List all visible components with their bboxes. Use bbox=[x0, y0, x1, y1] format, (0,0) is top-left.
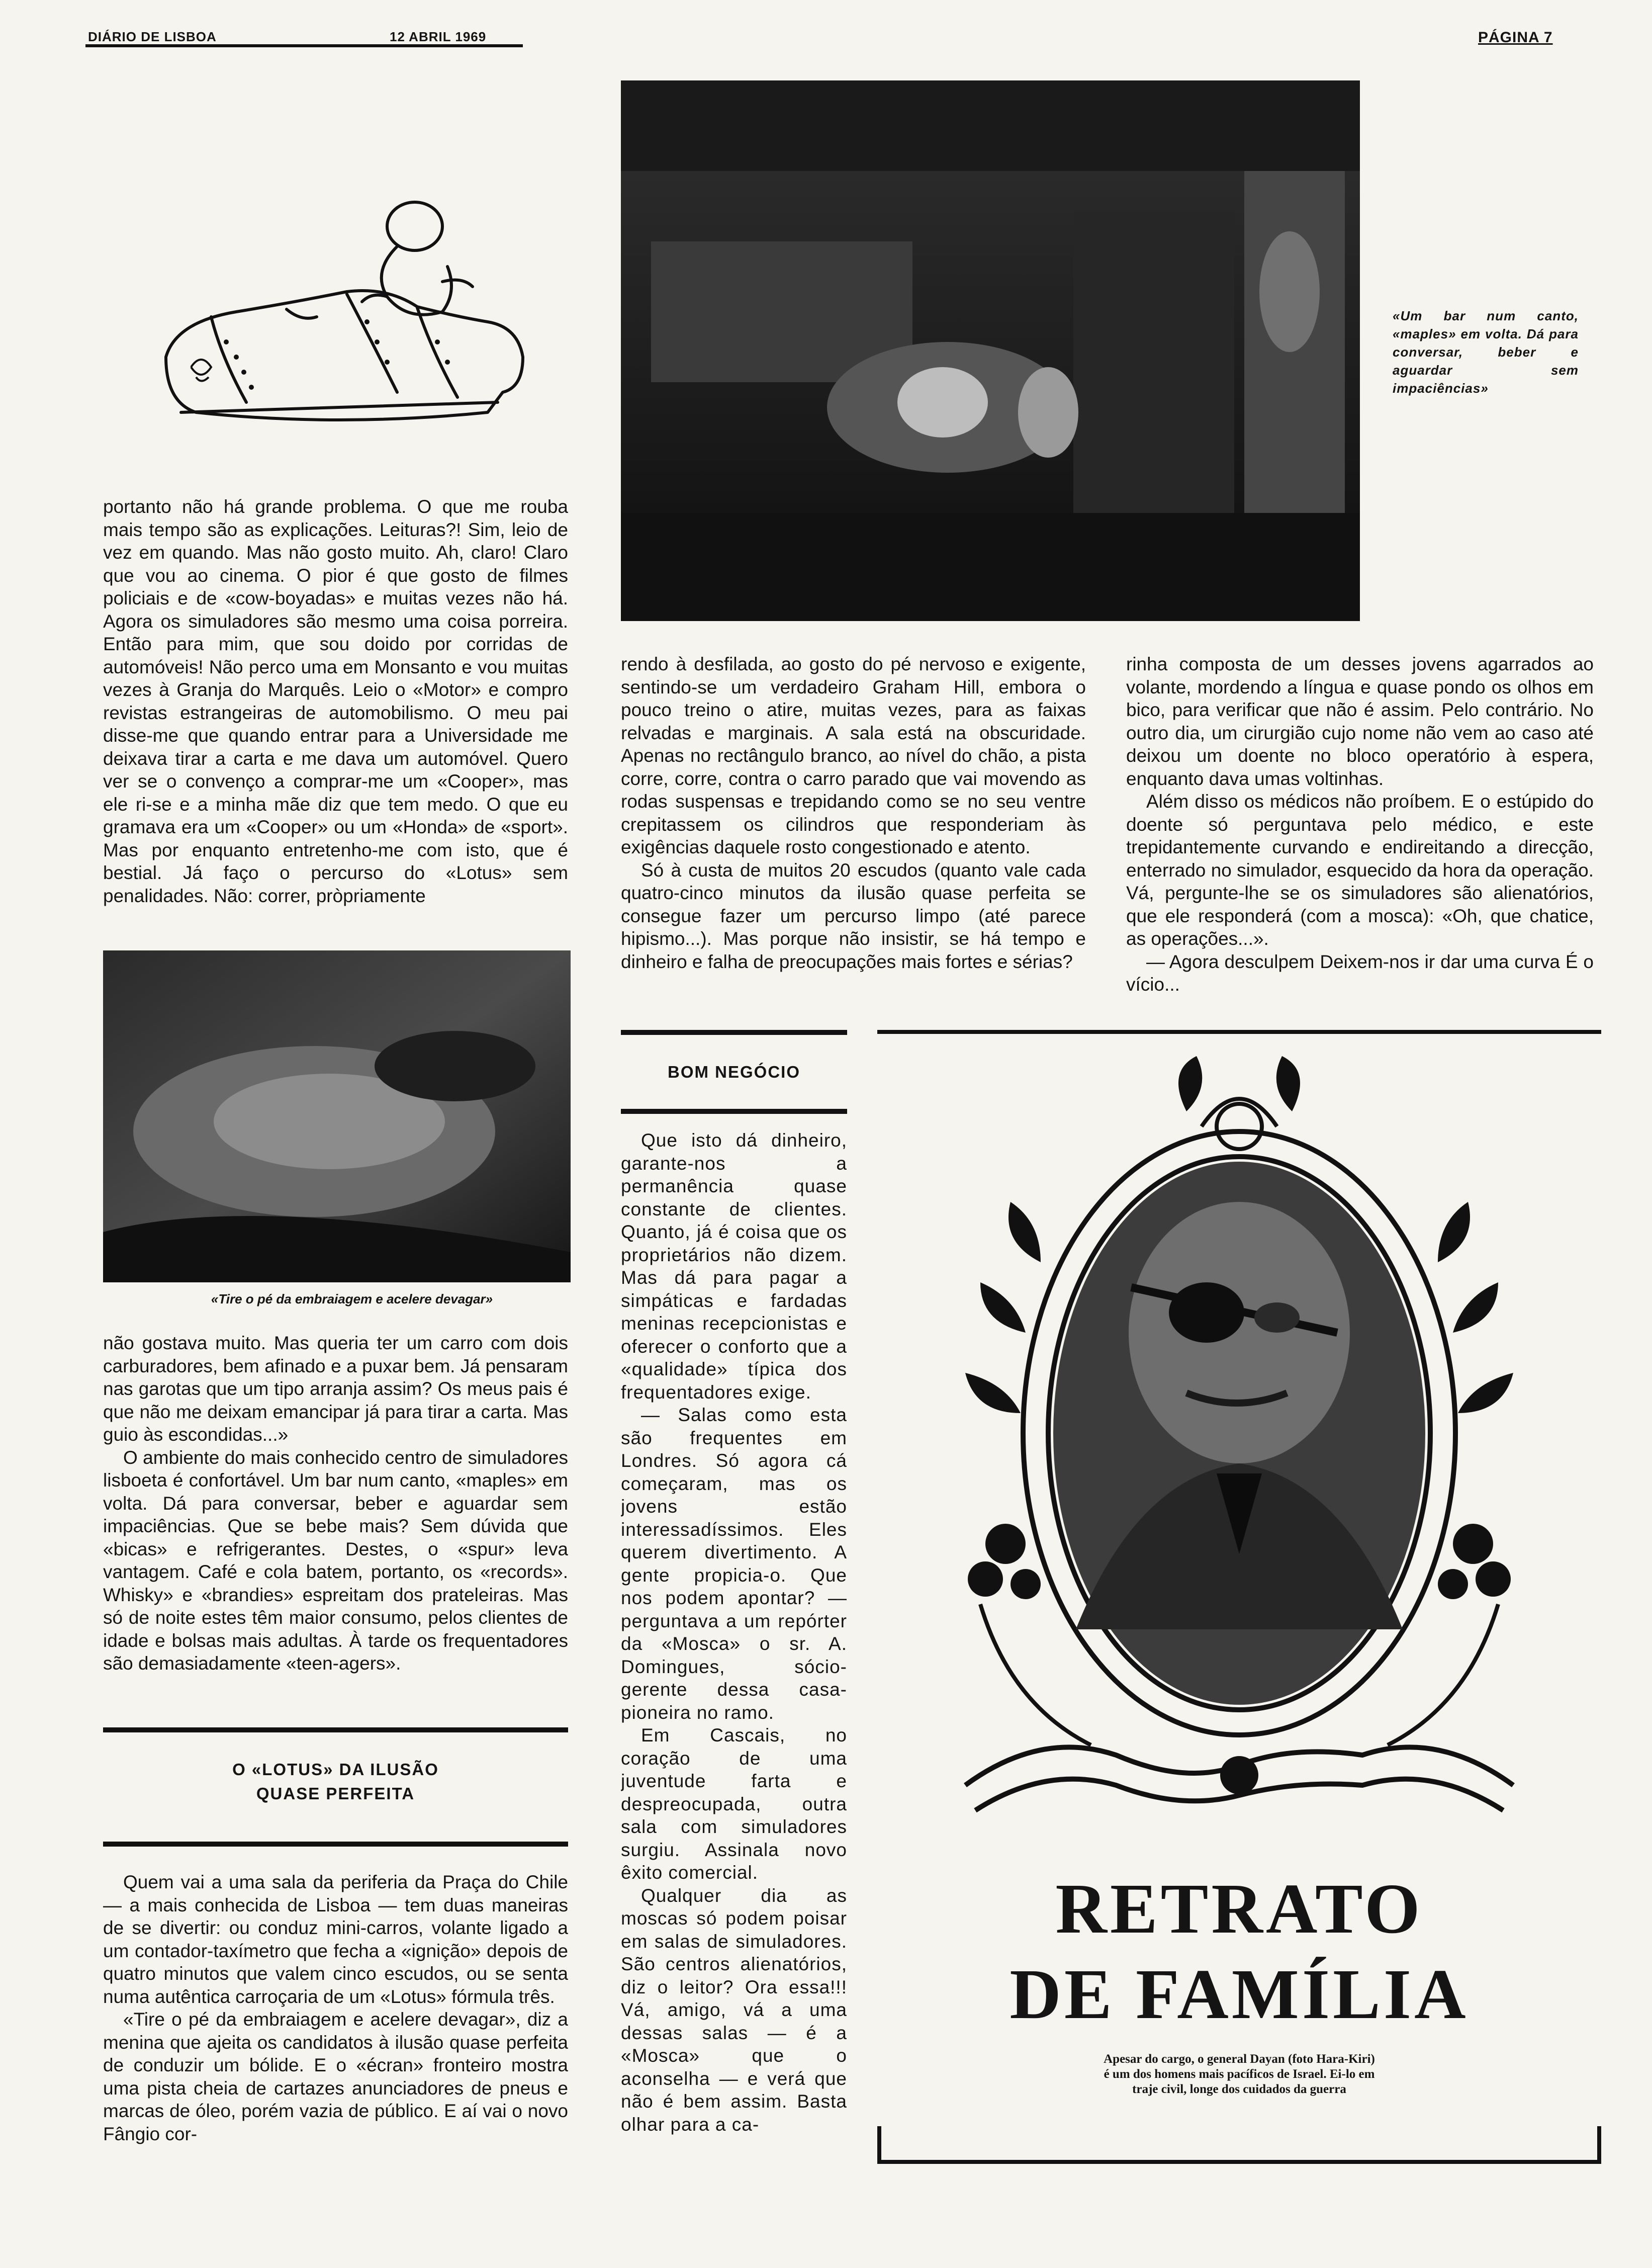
article-paragraph: Em Cascais, no coração de uma juventude farta e despreocupada, outra sala com simuladores surgiu. Assinala novo êxito comercial. bbox=[621, 1725, 847, 1883]
section-rule-top bbox=[103, 1727, 568, 1732]
portrait-title-line1: RETRATO bbox=[1055, 1869, 1423, 1948]
article-column-3 bbox=[1126, 653, 1594, 1000]
article-paragraph: «Tire o pé da embraiagem e acelere devagar», diz a menina que ajeita os candidatos à ilusão quase perfeita de conduzir um bólide. E o «écran» fronteiro mostra uma pista cheia de cartazes anunciadores de pneus e marcas de óleo, porém vazia de público. E aí vai o novo Fângio cor- bbox=[103, 2009, 568, 2144]
section-rule-bottom bbox=[621, 1109, 847, 1114]
portrait-title-line2: DE FAMÍLIA bbox=[1009, 1954, 1469, 2034]
article-paragraph: rinha composta de um desses jovens agarrados ao volante, mordendo a língua e quase pondo os olhos em bico, para verificar que não é assim. Pelo contrário. No outro dia, um cirurgião cujo nome não vem ao caso até deixou um doente no bloco operatório à espera, enquanto dava umas voltinhas. bbox=[1126, 654, 1594, 789]
article-paragraph: Só à custa de muitos 20 escudos (quanto vale cada quatro-cinco minutos da ilusão quase perfeita se consegue fazer um percurso limpo (até parece hipismo...). Mas porque não insistir, se há tempo e dinheiro e falha de preocupações mais fortes e sérias? bbox=[621, 859, 1086, 972]
article-paragraph: O ambiente do mais conhecido centro de simuladores lisboeta é confortável. Um bar num canto, «maples» em volta. Dá para conversar, beber e aguardar sem impaciências. Que se bebe mais? Sem dúvida que «bicas» e refrigerantes. Destes, o «spur» leva vantagem. Café e cola batem, portanto, os «records». Whisky» e «brandies» espreitam dos prateleiras. Mas só de noite estes têm maior consumo, pelos clientes de idade e bolsas mais adultas. À tarde os frequentadores são demasiadamente «teen-agers». bbox=[103, 1447, 568, 1674]
portrait-box-rule-top bbox=[877, 1030, 1601, 1034]
portrait-caption-line: Apesar do cargo, o general Dayan (foto Hara-Kiri) bbox=[1104, 2052, 1375, 2066]
section-title-line: QUASE PERFEITA bbox=[256, 1784, 415, 1803]
article-paragraph: — Salas como esta são frequentes em Londres. Só agora cá começaram, mas os jovens estão interessadíssimos. Eles querem divertimento. A gente propicia-o. Que nos podem apontar? — perguntava a um repórter da «Mosca» o sr. A. Domingues, sócio-gerente dessa casa-pioneira no ramo. bbox=[621, 1405, 847, 1723]
masthead-rule bbox=[85, 44, 523, 47]
portrait-box-rule-left bbox=[877, 2126, 881, 2164]
portrait-illustration bbox=[905, 1051, 1574, 1856]
portrait-box-rule-right bbox=[1597, 2126, 1601, 2164]
article-paragraph: rendo à desfilada, ao gosto do pé nervoso e exigente, sentindo-se um verdadeiro Graham Hill, embora o pouco treino o atire, muitas vezes, para as faixas relvadas e marginais. A sala está na obscuridade. Apenas no rectângulo branco, ao nível do chão, a pista corre, corre, contra o carro parado que vai movendo as rodas suspensas e trepidando como se no seu ventre crepitassem os cilindros que responderiam às exigências daquele rosto congestionado e atento. bbox=[621, 654, 1086, 857]
article-section-bom-negocio bbox=[621, 1129, 847, 2162]
article-section-lotus bbox=[103, 1871, 568, 2162]
photo-bar bbox=[621, 80, 1360, 621]
masthead-newspaper: DIÁRIO DE LISBOA bbox=[88, 29, 217, 44]
photo-simulator-caption: «Tire o pé da embraiagem e acelere devagar» bbox=[211, 1291, 493, 1306]
portrait-illustration-frame bbox=[905, 1051, 1574, 1856]
portrait-caption bbox=[955, 2052, 1523, 2097]
section-title-lotus bbox=[103, 1758, 568, 1806]
portrait-caption-line: é um dos homens mais pacíficos de Israel. Ei-lo em bbox=[1104, 2067, 1375, 2081]
portrait-box-rule-bottom bbox=[877, 2160, 1601, 2164]
article-paragraph: Qualquer dia as moscas só podem poisar em salas de simuladores. São centros alienatórios, diz o leitor? Ora essa!!! Vá, amigo, vá a uma dessas salas — é a «Mosca» que o aconselha — e verá que não é bem assim. Basta olhar para a ca- bbox=[621, 1885, 847, 2135]
photo-bar-image bbox=[621, 80, 1360, 621]
article-paragraph: Além disso os médicos não proíbem. E o estúpido do doente só perguntava pelo médico, e este trepidantemente curvando e endireitando a direcção, enterrado no simulador, esquecido da hora da operação. Vá, pergunte-lhe se os simuladores são alienatórios, que ele responderá (com a mosca): «Oh, que chatice, as operações...». bbox=[1126, 791, 1594, 949]
article-paragraph: não gostava muito. Mas queria ter um carro com dois carburadores, bem afinado e a puxar bem. Já pensaram nas garotas que um tipo arranja assim? Os meus pais é que não me deixam emancipar já para tirar a carta. Mas guio às escondidas...» bbox=[103, 1333, 568, 1445]
section-title-bom-negocio: BOM NEGÓCIO bbox=[667, 1063, 800, 1081]
article-column-1-bottom bbox=[103, 1332, 568, 1704]
masthead-date: 12 ABRIL 1969 bbox=[390, 29, 487, 44]
article-paragraph: portanto não há grande problema. O que me rouba mais tempo são as explicações. Leituras?! Sim, leio de vez em quando. Mas não gosto muito. Ah, claro! Claro que vou ao cinema. O pior é que gosto de filmes policiais e de «cow-boyadas» e muitas vezes não há. Agora os simuladores são mesmo uma coisa porreira. Então para mim, que sou doido por corridas de automóveis! Não perco uma em Monsanto e vou muitas vezes à Granja do Marquês. Leio o «Motor» e compro revistas estrangeiras de automobilismo. O meu pai disse-me que quando entrar para a Universidade me deixava tirar a carta e me dava um automóvel. Quero ver se o convenço a comprar-me um «Cooper», mas ele ri-se e a minha mãe diz que tem medo. O que eu gramava era um «Cooper» ou um «Honda» de «sport». Mas por enquanto entretenho-me com isto, que é bestial. Já faço o percurso do «Lotus» sem penalidades. Não: correr, pròpriamente bbox=[103, 496, 568, 906]
photo-simulator-car-image bbox=[103, 950, 571, 1282]
portrait-caption-line: traje civil, longe dos cuidados da guerra bbox=[1132, 2082, 1346, 2096]
photo-simulator-car bbox=[103, 950, 571, 1282]
article-column-1-top bbox=[103, 495, 568, 933]
page-number: PÁGINA 7 bbox=[1478, 29, 1553, 46]
section-title-line: O «LOTUS» DA ILUSÃO bbox=[232, 1760, 439, 1779]
section-rule-top bbox=[621, 1030, 847, 1035]
article-column-2 bbox=[621, 653, 1086, 1000]
shoe-illustration bbox=[136, 191, 568, 453]
section-rule-bottom bbox=[103, 1842, 568, 1847]
article-paragraph: — Agora desculpem Deixem-nos ir dar uma curva É o vício... bbox=[1126, 951, 1594, 995]
article-paragraph: Quem vai a uma sala da periferia da Praça do Chile — a mais conhecida de Lisboa — tem duas maneiras de se divertir: ou conduz mini-carros, volante ligado a um contador-taxímetro que fecha a «ignição» depois de quatro minutos que valem cinco escudos, ou se senta numa autêntica carroçaria de um «Lotus» fórmula três. bbox=[103, 1872, 568, 2007]
article-paragraph: Que isto dá dinheiro, garante-nos a permanência quase constante de clientes. Quanto, já é coisa que os proprietários não dizem. Mas dá para pagar a simpáticas e fardadas meninas recepcionistas e oferecer o conforto que a «qualidade» típica dos frequentadores exige. bbox=[621, 1130, 847, 1403]
photo-bar-caption: «Um bar num canto, «maples» em volta. Dá para conversar, beber e aguardar sem impaciências» bbox=[1393, 308, 1579, 396]
shoe-illustration-drawing bbox=[136, 191, 568, 453]
